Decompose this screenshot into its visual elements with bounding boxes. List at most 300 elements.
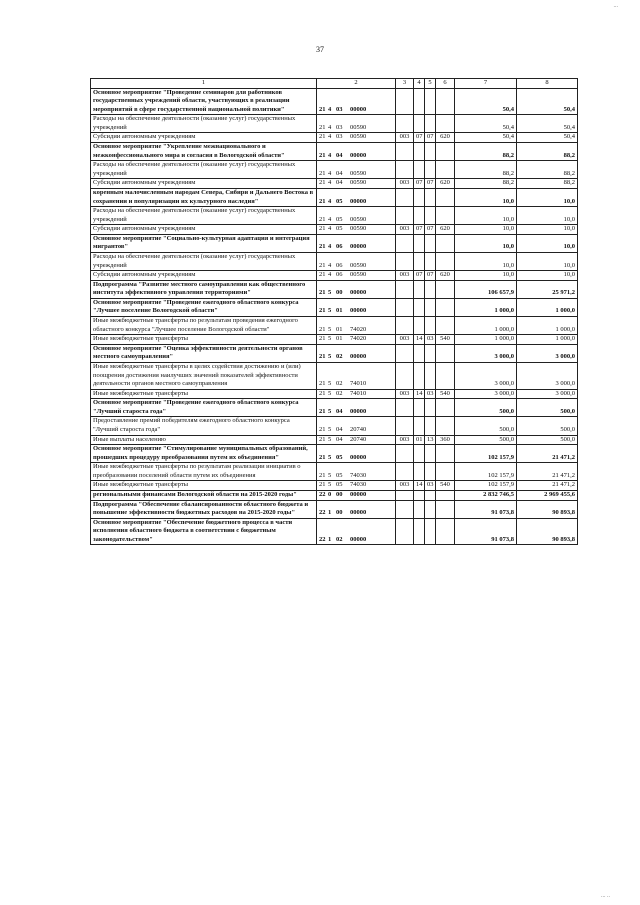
row-section	[414, 344, 425, 362]
code-segment: 04	[336, 435, 343, 443]
row-section	[414, 417, 425, 435]
table-row	[91, 445, 578, 463]
row-code	[317, 491, 396, 501]
row-subsection	[425, 417, 436, 435]
code-segment: 00000	[350, 509, 367, 517]
row-ministry	[396, 445, 414, 463]
code-segment: 21	[319, 261, 326, 269]
row-expense-type: 360	[436, 435, 455, 445]
table-row	[91, 500, 578, 518]
row-amount-year1: 88,2	[455, 161, 517, 179]
table-row	[91, 417, 578, 435]
row-name: Иные выплаты населению	[91, 435, 317, 445]
row-amount-year1: 500,0	[455, 435, 517, 445]
row-code	[317, 445, 396, 463]
code-segment: 03	[336, 105, 343, 113]
row-amount-year2: 88,2	[517, 179, 578, 189]
row-ministry	[396, 463, 414, 481]
code-segment: 5	[328, 335, 332, 343]
code-segment: 4	[328, 105, 332, 113]
row-section	[414, 500, 425, 518]
row-amount-year1: 50,4	[455, 133, 517, 143]
row-subsection	[425, 344, 436, 362]
code-segment: 74010	[350, 380, 367, 388]
code-segment: 00590	[350, 215, 367, 223]
code-segment: 04	[336, 179, 343, 187]
row-amount-year2: 10,0	[517, 252, 578, 270]
row-section	[414, 362, 425, 389]
code-segment: 04	[336, 407, 343, 415]
row-ministry: 003	[396, 389, 414, 399]
row-amount-year1: 1 000,0	[455, 298, 517, 316]
code-segment: 00590	[350, 123, 367, 131]
row-amount-year1: 500,0	[455, 399, 517, 417]
code-segment: 06	[336, 261, 343, 269]
row-ministry	[396, 115, 414, 133]
row-amount-year1: 91 073,8	[455, 500, 517, 518]
code-segment: 03	[336, 133, 343, 141]
code-segment: 02	[336, 380, 343, 388]
row-amount-year2: 500,0	[517, 417, 578, 435]
row-subsection: 07	[425, 179, 436, 189]
row-code	[317, 335, 396, 345]
row-code	[317, 133, 396, 143]
code-segment: 22	[319, 535, 326, 543]
row-section: 14	[414, 481, 425, 491]
code-segment: 05	[336, 197, 343, 205]
row-section	[414, 317, 425, 335]
row-expense-type	[436, 344, 455, 362]
row-expense-type	[436, 188, 455, 206]
code-segment: 74030	[350, 481, 367, 489]
corner-mark: ...	[613, 3, 618, 9]
row-ministry: 003	[396, 271, 414, 281]
code-segment: 02	[336, 353, 343, 361]
row-code	[317, 234, 396, 252]
row-code	[317, 280, 396, 298]
row-subsection	[425, 500, 436, 518]
table-row	[91, 481, 578, 491]
header-row	[91, 79, 578, 89]
row-section: 07	[414, 271, 425, 281]
table-row	[91, 179, 578, 189]
code-segment: 01	[336, 325, 343, 333]
row-amount-year2: 90 893,8	[517, 500, 578, 518]
row-expense-type	[436, 518, 455, 545]
row-expense-type	[436, 399, 455, 417]
table-row	[91, 252, 578, 270]
row-expense-type	[436, 143, 455, 161]
code-segment: 00590	[350, 133, 367, 141]
row-name: Расходы на обеспечение деятельности (оказание услуг) государственных учреждений	[91, 115, 317, 133]
row-code	[317, 252, 396, 270]
row-amount-year1: 102 157,9	[455, 481, 517, 491]
table-row	[91, 88, 578, 115]
row-section: 14	[414, 335, 425, 345]
code-segment: 01	[336, 335, 343, 343]
row-amount-year1: 10,0	[455, 234, 517, 252]
row-section	[414, 207, 425, 225]
row-ministry: 003	[396, 225, 414, 235]
code-segment: 06	[336, 243, 343, 251]
code-segment: 00000	[350, 491, 367, 499]
code-segment: 21	[319, 123, 326, 131]
code-segment: 5	[328, 325, 332, 333]
code-segment: 05	[336, 215, 343, 223]
table-row	[91, 399, 578, 417]
row-code	[317, 500, 396, 518]
code-segment: 21	[319, 353, 326, 361]
row-amount-year1: 50,4	[455, 115, 517, 133]
row-code	[317, 317, 396, 335]
row-code	[317, 207, 396, 225]
header-cell-3: 3	[396, 79, 414, 89]
row-subsection: 03	[425, 481, 436, 491]
code-segment: 21	[319, 225, 326, 233]
code-segment: 02	[336, 535, 343, 543]
row-subsection	[425, 252, 436, 270]
row-section: 07	[414, 179, 425, 189]
row-ministry	[396, 399, 414, 417]
table-row	[91, 435, 578, 445]
row-section	[414, 161, 425, 179]
code-segment: 00000	[350, 407, 367, 415]
row-name: Основное мероприятие "Проведение ежегодного областного конкурса "Лучший староста года"	[91, 399, 317, 417]
table-row	[91, 344, 578, 362]
code-segment: 21	[319, 243, 326, 251]
row-amount-year2: 21 471,2	[517, 463, 578, 481]
code-segment: 05	[336, 481, 343, 489]
row-name: Расходы на обеспечение деятельности (оказание услуг) государственных учреждений	[91, 207, 317, 225]
row-amount-year1: 10,0	[455, 225, 517, 235]
row-subsection	[425, 445, 436, 463]
header-cell-7: 7	[455, 79, 517, 89]
budget-table	[90, 78, 578, 545]
table-row	[91, 335, 578, 345]
row-amount-year1: 3 000,0	[455, 362, 517, 389]
row-subsection	[425, 161, 436, 179]
row-expense-type	[436, 234, 455, 252]
row-code	[317, 435, 396, 445]
row-amount-year1: 10,0	[455, 252, 517, 270]
row-amount-year2: 88,2	[517, 161, 578, 179]
code-segment: 00000	[350, 151, 367, 159]
row-section	[414, 518, 425, 545]
row-subsection: 03	[425, 389, 436, 399]
header-cell-1: 1	[91, 79, 317, 89]
row-name: Основное мероприятие "Проведение ежегодного областного конкурса "Лучшее поселение Вологодской области"	[91, 298, 317, 316]
code-segment: 21	[319, 169, 326, 177]
header-cell-8: 8	[517, 79, 578, 89]
code-segment: 4	[328, 243, 332, 251]
row-amount-year1: 10,0	[455, 188, 517, 206]
row-ministry	[396, 362, 414, 389]
code-segment: 4	[328, 179, 332, 187]
row-subsection: 03	[425, 335, 436, 345]
row-subsection	[425, 491, 436, 501]
table-row	[91, 188, 578, 206]
row-name: Основное мероприятие "Обеспечение бюджетного процесса в части исполнения областного бюджета в соответствии с бюджетным законодательством"	[91, 518, 317, 545]
row-section: 07	[414, 133, 425, 143]
table-row	[91, 115, 578, 133]
row-ministry	[396, 298, 414, 316]
row-amount-year1: 3 000,0	[455, 344, 517, 362]
row-name: Иные межбюджетные трансферты по результатам реализации инициатив о преобразовании поселений области путем их объединения	[91, 463, 317, 481]
code-segment: 21	[319, 453, 326, 461]
row-section	[414, 252, 425, 270]
table-row	[91, 463, 578, 481]
row-code	[317, 188, 396, 206]
code-segment: 05	[336, 453, 343, 461]
row-code	[317, 161, 396, 179]
row-amount-year1: 500,0	[455, 417, 517, 435]
row-amount-year2: 500,0	[517, 399, 578, 417]
code-segment: 00	[336, 509, 343, 517]
code-segment: 4	[328, 225, 332, 233]
row-subsection: 07	[425, 225, 436, 235]
row-section	[414, 445, 425, 463]
table-row	[91, 362, 578, 389]
row-section: 14	[414, 389, 425, 399]
row-subsection: 07	[425, 271, 436, 281]
row-subsection	[425, 280, 436, 298]
row-section	[414, 280, 425, 298]
row-amount-year1: 88,2	[455, 179, 517, 189]
row-subsection	[425, 234, 436, 252]
row-name: Основное мероприятие "Оценка эффективности деятельности органов местного самоуправления"	[91, 344, 317, 362]
row-amount-year2: 2 969 455,6	[517, 491, 578, 501]
code-segment: 05	[336, 471, 343, 479]
row-expense-type: 540	[436, 335, 455, 345]
row-amount-year1: 102 157,9	[455, 463, 517, 481]
row-ministry	[396, 161, 414, 179]
row-ministry: 003	[396, 435, 414, 445]
corner-mark-bottom: ... ..	[601, 893, 610, 899]
table-row	[91, 389, 578, 399]
row-section	[414, 143, 425, 161]
code-segment: 21	[319, 151, 326, 159]
row-section	[414, 491, 425, 501]
row-amount-year2: 3 000,0	[517, 362, 578, 389]
row-expense-type: 620	[436, 133, 455, 143]
row-ministry	[396, 252, 414, 270]
code-segment: 21	[319, 425, 326, 433]
row-subsection	[425, 362, 436, 389]
row-subsection	[425, 207, 436, 225]
row-code	[317, 179, 396, 189]
code-segment: 22	[319, 491, 326, 499]
code-segment: 21	[319, 133, 326, 141]
row-code	[317, 143, 396, 161]
code-segment: 4	[328, 261, 332, 269]
header-cell-6: 6	[436, 79, 455, 89]
row-amount-year2: 10,0	[517, 207, 578, 225]
row-name: Субсидии автономным учреждениям	[91, 225, 317, 235]
code-segment: 04	[336, 151, 343, 159]
row-expense-type	[436, 88, 455, 115]
code-segment: 21	[319, 215, 326, 223]
code-segment: 5	[328, 407, 332, 415]
row-subsection	[425, 463, 436, 481]
code-segment: 21	[319, 271, 326, 279]
table-row	[91, 280, 578, 298]
code-segment: 21	[319, 325, 326, 333]
row-section	[414, 188, 425, 206]
code-segment: 4	[328, 215, 332, 223]
row-name: Предоставление премий победителям ежегодного областного конкурса "Лучший староста года"	[91, 417, 317, 435]
code-segment: 5	[328, 289, 332, 297]
row-name: Основное мероприятие "Проведение семинаров для работников государственных учреждений области, участвующих в реализации мероприятий в сфере государственной национальной политики"	[91, 88, 317, 115]
code-segment: 21	[319, 481, 326, 489]
row-amount-year2: 21 471,2	[517, 481, 578, 491]
code-segment: 5	[328, 389, 332, 397]
code-segment: 00000	[350, 197, 367, 205]
row-code	[317, 389, 396, 399]
row-amount-year1: 102 157,9	[455, 445, 517, 463]
code-segment: 21	[319, 407, 326, 415]
row-ministry	[396, 143, 414, 161]
code-segment: 00000	[350, 453, 367, 461]
code-segment: 20740	[350, 435, 367, 443]
code-segment: 4	[328, 197, 332, 205]
code-segment: 74020	[350, 335, 367, 343]
row-code	[317, 88, 396, 115]
code-segment: 74020	[350, 325, 367, 333]
code-segment: 21	[319, 435, 326, 443]
row-amount-year2: 88,2	[517, 143, 578, 161]
table-row	[91, 225, 578, 235]
row-name: Расходы на обеспечение деятельности (оказание услуг) государственных учреждений	[91, 161, 317, 179]
row-section	[414, 234, 425, 252]
code-segment: 05	[336, 225, 343, 233]
code-segment: 4	[328, 271, 332, 279]
row-name: Основное мероприятие "Укрепление межнационального и межконфессионального мира и согласия в Вологодской области"	[91, 143, 317, 161]
table-body	[91, 88, 578, 545]
row-name: Субсидии автономным учреждениям	[91, 179, 317, 189]
table-row	[91, 491, 578, 501]
row-expense-type: 540	[436, 481, 455, 491]
row-amount-year2: 10,0	[517, 188, 578, 206]
row-amount-year1: 50,4	[455, 88, 517, 115]
row-subsection	[425, 88, 436, 115]
code-segment: 00590	[350, 179, 367, 187]
row-section: 01	[414, 435, 425, 445]
row-ministry	[396, 417, 414, 435]
row-ministry: 003	[396, 481, 414, 491]
row-expense-type	[436, 207, 455, 225]
code-segment: 20740	[350, 425, 367, 433]
row-expense-type: 620	[436, 271, 455, 281]
row-expense-type	[436, 417, 455, 435]
row-amount-year2: 1 000,0	[517, 317, 578, 335]
row-subsection	[425, 518, 436, 545]
code-segment: 00	[336, 491, 343, 499]
code-segment: 5	[328, 425, 332, 433]
row-section	[414, 463, 425, 481]
row-subsection	[425, 298, 436, 316]
code-segment: 21	[319, 289, 326, 297]
code-segment: 21	[319, 335, 326, 343]
row-code	[317, 463, 396, 481]
row-code	[317, 417, 396, 435]
header-cell-5: 5	[425, 79, 436, 89]
row-section	[414, 88, 425, 115]
row-ministry	[396, 518, 414, 545]
row-name: Иные межбюджетные трансферты по результатам проведения ежегодного областного конкурса "Лучшее поселение Вологодской области"	[91, 317, 317, 335]
row-amount-year1: 88,2	[455, 143, 517, 161]
row-subsection	[425, 143, 436, 161]
table-row	[91, 143, 578, 161]
code-segment: 1	[328, 535, 332, 543]
row-amount-year2: 10,0	[517, 271, 578, 281]
row-code	[317, 481, 396, 491]
row-code	[317, 518, 396, 545]
row-amount-year1: 3 000,0	[455, 389, 517, 399]
code-segment: 00590	[350, 261, 367, 269]
code-segment: 74010	[350, 389, 367, 397]
page-number: 37	[316, 45, 324, 54]
code-segment: 00000	[350, 307, 367, 315]
code-segment: 74030	[350, 471, 367, 479]
row-ministry	[396, 188, 414, 206]
row-amount-year1: 10,0	[455, 271, 517, 281]
code-segment: 21	[319, 380, 326, 388]
row-section	[414, 399, 425, 417]
code-segment: 00000	[350, 105, 367, 113]
code-segment: 5	[328, 435, 332, 443]
row-name: Подпрограмма "Обеспечение сбалансированности областного бюджета и повышение эффективности бюджетных расходов на 2015-2020 годы"	[91, 500, 317, 518]
code-segment: 1	[328, 509, 332, 517]
row-name: Расходы на обеспечение деятельности (оказание услуг) государственных учреждений	[91, 252, 317, 270]
table-row	[91, 298, 578, 316]
row-ministry	[396, 88, 414, 115]
table-row	[91, 161, 578, 179]
row-code	[317, 362, 396, 389]
row-ministry: 003	[396, 133, 414, 143]
table-row	[91, 271, 578, 281]
row-code	[317, 225, 396, 235]
code-segment: 5	[328, 471, 332, 479]
row-amount-year2: 1 000,0	[517, 298, 578, 316]
code-segment: 4	[328, 169, 332, 177]
row-amount-year2: 25 971,2	[517, 280, 578, 298]
code-segment: 5	[328, 380, 332, 388]
code-segment: 00000	[350, 353, 367, 361]
row-amount-year2: 3 000,0	[517, 344, 578, 362]
code-segment: 21	[319, 179, 326, 187]
row-subsection: 13	[425, 435, 436, 445]
row-code	[317, 344, 396, 362]
code-segment: 00	[336, 289, 343, 297]
header-cell-2: 2	[317, 79, 396, 89]
code-segment: 02	[336, 389, 343, 397]
row-expense-type	[436, 445, 455, 463]
code-segment: 03	[336, 123, 343, 131]
code-segment: 22	[319, 509, 326, 517]
row-name: коренным малочисленным народам Севера, Сибири и Дальнего Востока в сохранении и популяризации их культурного наследия"	[91, 188, 317, 206]
row-name: Основное мероприятие "Стимулирование муниципальных образований, прошедших процедуру преобразования путем их объединения"	[91, 445, 317, 463]
row-amount-year2: 90 893,8	[517, 518, 578, 545]
row-amount-year2: 10,0	[517, 225, 578, 235]
row-amount-year1: 91 073,8	[455, 518, 517, 545]
table-row	[91, 207, 578, 225]
row-expense-type	[436, 298, 455, 316]
row-expense-type: 620	[436, 179, 455, 189]
code-segment: 00590	[350, 225, 367, 233]
row-amount-year2: 50,4	[517, 115, 578, 133]
row-amount-year1: 106 657,9	[455, 280, 517, 298]
row-expense-type	[436, 491, 455, 501]
